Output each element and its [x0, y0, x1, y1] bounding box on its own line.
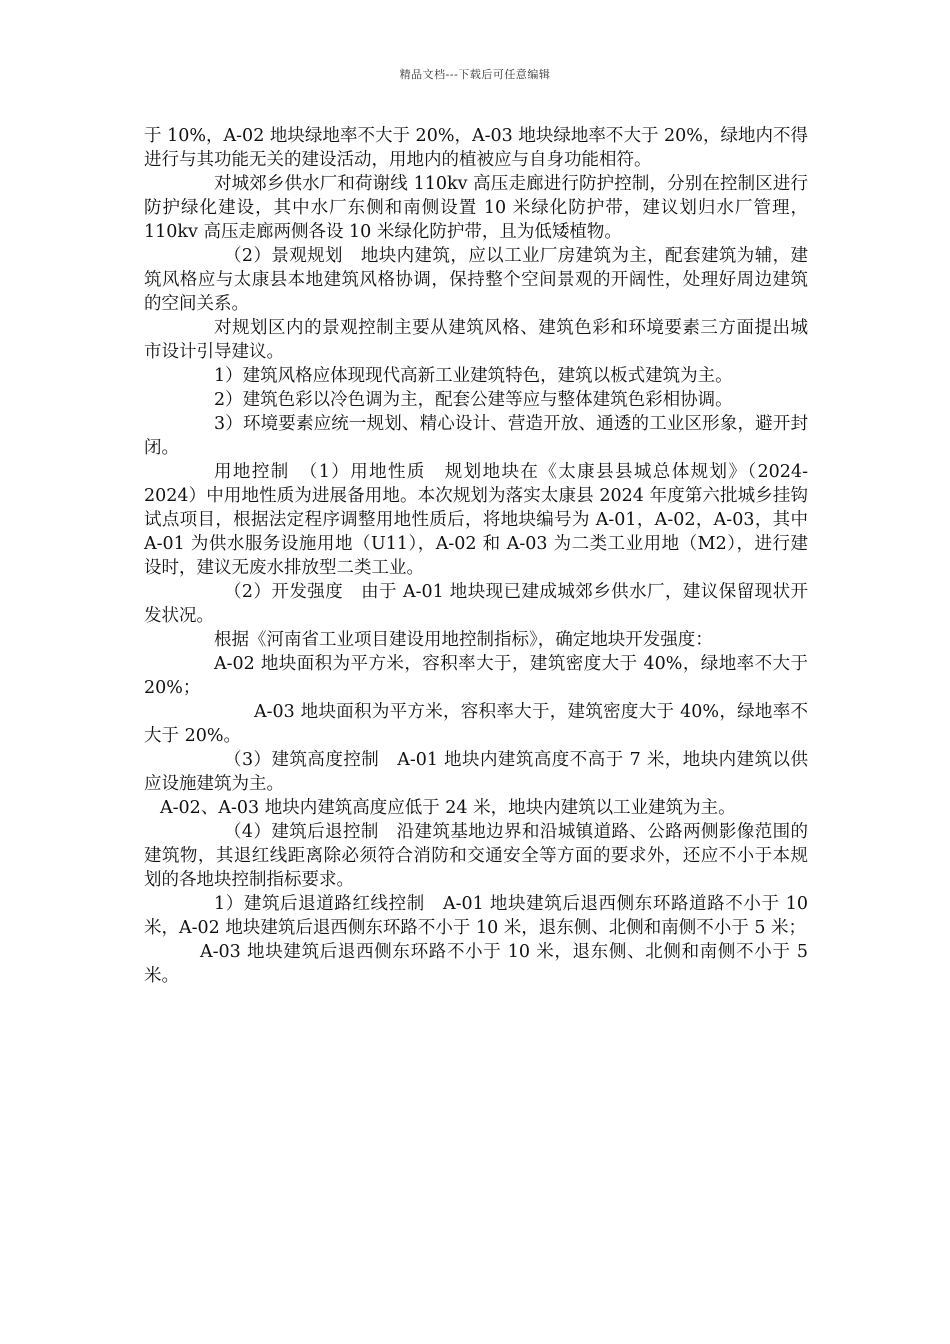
paragraph: 1）建筑风格应体现现代高新工业建筑特色，建筑以板式建筑为主。 — [214, 366, 733, 386]
page-header: 精品文档---下载后可任意编辑 — [399, 68, 551, 81]
paragraph: （2）开发强度 由于 A-01 地块现已建成城郊乡供水厂，建议保留现状开发状况。 — [144, 582, 808, 626]
paragraph: A-03 地块面积为平方米，容积率大于，建筑密度大于 40%，绿地率不大于 20%。 — [144, 702, 808, 746]
paragraph: 根据《河南省工业项目建设用地控制指标》，确定地块开发强度： — [214, 630, 713, 650]
document-body — [144, 124, 808, 988]
paragraph: （4）建筑后退控制 沿建筑基地边界和沿城镇道路、公路两侧影像范围的建筑物，其退红线距离除必须符合消防和交通安全等方面的要求外，还应不小于本规划的各地块控制指标要求。 — [144, 822, 808, 890]
paragraph: 3）环境要素应统一规划、精心设计、营造开放、通透的工业区形象，避开封闭。 — [144, 414, 808, 458]
paragraph: 对规划区内的景观控制主要从建筑风格、建筑色彩和环境要素三方面提出城市设计引导建议。 — [144, 318, 808, 362]
paragraph: 于 10%，A-02 地块绿地率不大于 20%，A-03 地块绿地率不大于 20%，绿地内不得进行与其功能无关的建设活动，用地内的植被应与自身功能相符。 — [144, 126, 808, 170]
paragraph: A-02 地块面积为平方米，容积率大于，建筑密度大于 40%，绿地率不大于 20%； — [144, 654, 808, 698]
paragraph: 用地控制 （1）用地性质 规划地块在《太康县县城总体规划》（2024-2024）中用地性质为进展备用地。本次规划为落实太康县 2024 年度第六批城乡挂钩试点项目，根据法定程序调整用地性质后，将地块编号为 A-01，A-02，A-03，其中 A-01 为供水服务设施用地（U11），A-02 和 A-03 为二类工业用地（M2），进行建设时，建议无废水排放型二类工业。 — [144, 462, 808, 578]
paragraph: 1）建筑后退道路红线控制 A-01 地块建筑后退西侧东环路道路不小于 10 米，A-02 地块建筑后退西侧东环路不小于 10 米，退东侧、北侧和南侧不小于 5 米； — [144, 894, 808, 938]
paragraph: A-03 地块建筑后退西侧东环路不小于 10 米，退东侧、北侧和南侧不小于 5 米。 — [144, 942, 808, 986]
paragraph: 2）建筑色彩以冷色调为主，配套公建等应与整体建筑色彩相协调。 — [214, 390, 733, 410]
paragraph: 对城郊乡供水厂和荷谢线 110kv 高压走廊进行防护控制，分别在控制区进行防护绿化建设，其中水厂东侧和南侧设置 10 米绿化防护带，建议划归水厂管理，110kv 高压走廊两侧各设 10 米绿化防护带，且为低矮植物。 — [144, 174, 808, 242]
paragraph: （2）景观规划 地块内建筑，应以工业厂房建筑为主，配套建筑为辅，建筑风格应与太康县本地建筑风格协调，保持整个空间景观的开阔性，处理好周边建筑的空间关系。 — [144, 246, 808, 314]
paragraph: （3）建筑高度控制 A-01 地块内建筑高度不高于 7 米，地块内建筑以供应设施建筑为主。 — [144, 750, 808, 794]
paragraph: A-02、A-03 地块内建筑高度应低于 24 米，地块内建筑以工业建筑为主。 — [160, 798, 736, 818]
